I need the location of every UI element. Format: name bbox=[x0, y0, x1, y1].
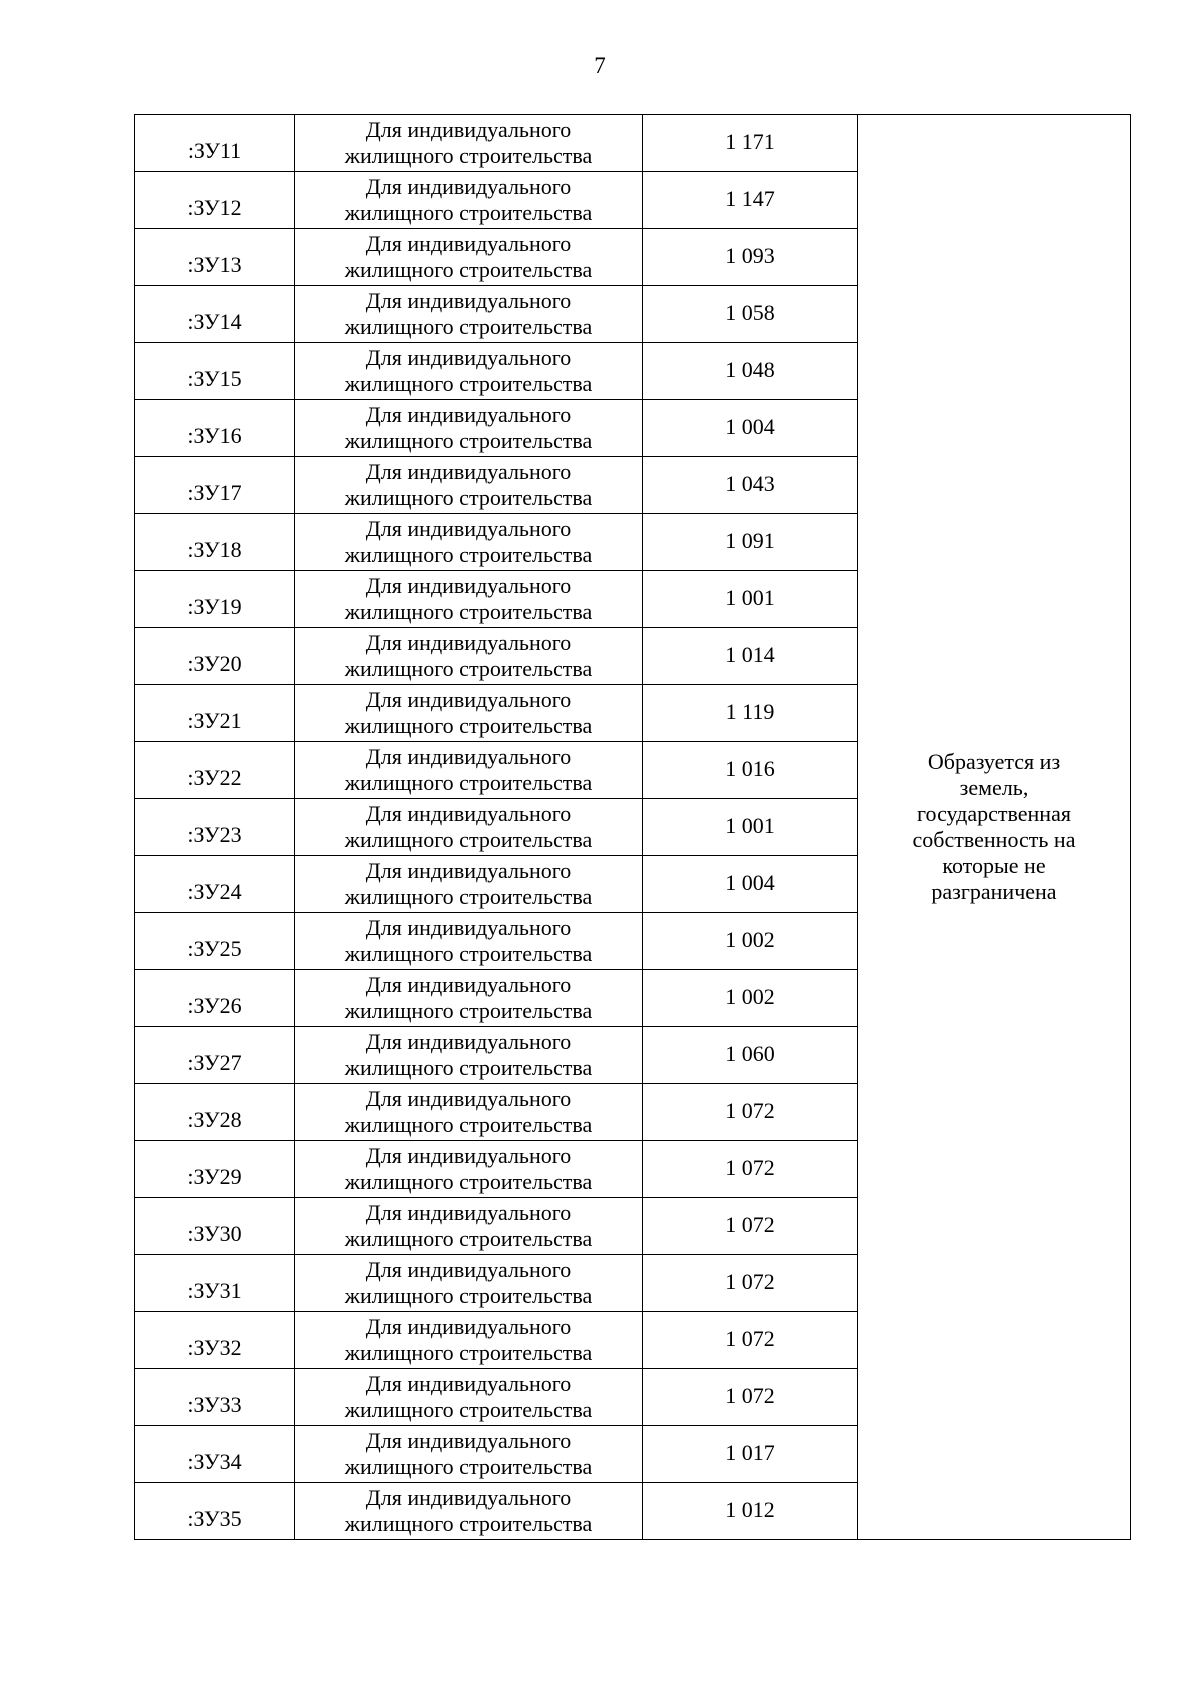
parcel-area-cell: 1 012 bbox=[643, 1483, 858, 1540]
parcel-id-cell: :ЗУ16 bbox=[135, 400, 295, 457]
parcel-id-cell: :ЗУ17 bbox=[135, 457, 295, 514]
parcel-id-cell: :ЗУ22 bbox=[135, 742, 295, 799]
parcel-purpose-line-2: жилищного строительства bbox=[344, 1454, 593, 1479]
parcel-purpose-line-1: Для индивидуального bbox=[365, 117, 572, 142]
parcel-area-cell: 1 072 bbox=[643, 1198, 858, 1255]
parcel-purpose-line-2: жилищного строительства bbox=[344, 485, 593, 510]
parcel-id-cell: :ЗУ33 bbox=[135, 1369, 295, 1426]
parcel-purpose-line-1: Для индивидуального bbox=[365, 744, 572, 769]
parcel-id-cell: :ЗУ15 bbox=[135, 343, 295, 400]
parcel-purpose-line-2: жилищного строительства bbox=[344, 1283, 593, 1308]
table-body bbox=[135, 115, 1131, 1540]
parcel-purpose-cell bbox=[295, 1141, 643, 1198]
parcel-area-cell: 1 001 bbox=[643, 571, 858, 628]
parcel-purpose-cell bbox=[295, 571, 643, 628]
parcel-purpose-line-2: жилищного строительства bbox=[344, 314, 593, 339]
parcel-area-cell: 1 048 bbox=[643, 343, 858, 400]
parcel-purpose-cell bbox=[295, 628, 643, 685]
parcel-purpose-cell bbox=[295, 115, 643, 172]
parcel-area-cell: 1 072 bbox=[643, 1084, 858, 1141]
parcel-area-cell: 1 171 bbox=[643, 115, 858, 172]
parcel-id-cell: :ЗУ14 bbox=[135, 286, 295, 343]
table-row bbox=[135, 115, 1131, 172]
parcel-purpose-line-1: Для индивидуального bbox=[365, 687, 572, 712]
parcel-purpose-line-2: жилищного строительства bbox=[344, 1397, 593, 1422]
parcel-purpose-line-2: жилищного строительства bbox=[344, 1112, 593, 1137]
parcel-purpose-line-1: Для индивидуального bbox=[365, 573, 572, 598]
parcel-purpose-line-2: жилищного строительства bbox=[344, 770, 593, 795]
parcel-purpose-line-1: Для индивидуального bbox=[365, 516, 572, 541]
parcel-purpose-line-1: Для индивидуального bbox=[365, 174, 572, 199]
parcel-purpose-cell bbox=[295, 1027, 643, 1084]
parcel-purpose-cell bbox=[295, 913, 643, 970]
parcel-area-cell: 1 016 bbox=[643, 742, 858, 799]
parcel-purpose-line-1: Для индивидуального bbox=[365, 288, 572, 313]
parcel-purpose-cell bbox=[295, 1198, 643, 1255]
page-number: 7 bbox=[594, 53, 606, 78]
parcel-purpose-line-1: Для индивидуального bbox=[365, 1428, 572, 1453]
parcel-id-cell: :ЗУ24 bbox=[135, 856, 295, 913]
parcel-area-cell: 1 002 bbox=[643, 913, 858, 970]
parcel-purpose-line-1: Для индивидуального bbox=[365, 1257, 572, 1282]
parcel-purpose-line-2: жилищного строительства bbox=[344, 428, 593, 453]
parcel-purpose-line-2: жилищного строительства bbox=[344, 257, 593, 282]
parcel-purpose-cell bbox=[295, 400, 643, 457]
parcel-id-cell: :ЗУ11 bbox=[135, 115, 295, 172]
parcel-purpose-line-1: Для индивидуального bbox=[365, 801, 572, 826]
parcel-area-cell: 1 147 bbox=[643, 172, 858, 229]
origin-note-line: государственная bbox=[917, 801, 1071, 826]
parcel-purpose-cell bbox=[295, 1255, 643, 1312]
parcel-purpose-line-2: жилищного строительства bbox=[344, 200, 593, 225]
parcel-purpose-line-2: жилищного строительства bbox=[344, 998, 593, 1023]
origin-note-line: которые не bbox=[942, 853, 1046, 878]
parcel-purpose-line-2: жилищного строительства bbox=[344, 1511, 593, 1536]
parcel-id-cell: :ЗУ34 bbox=[135, 1426, 295, 1483]
parcel-purpose-cell bbox=[295, 685, 643, 742]
parcel-purpose-line-2: жилищного строительства bbox=[344, 371, 593, 396]
parcel-area-cell: 1 043 bbox=[643, 457, 858, 514]
parcel-id-cell: :ЗУ12 bbox=[135, 172, 295, 229]
parcel-purpose-line-1: Для индивидуального bbox=[365, 915, 572, 940]
parcel-purpose-line-1: Для индивидуального bbox=[365, 630, 572, 655]
parcel-purpose-line-1: Для индивидуального bbox=[365, 402, 572, 427]
parcel-purpose-line-1: Для индивидуального bbox=[365, 1143, 572, 1168]
parcel-id-cell: :ЗУ25 bbox=[135, 913, 295, 970]
parcel-purpose-line-1: Для индивидуального bbox=[365, 858, 572, 883]
parcel-purpose-line-2: жилищного строительства bbox=[344, 827, 593, 852]
parcel-purpose-line-1: Для индивидуального bbox=[365, 1029, 572, 1054]
parcel-purpose-cell bbox=[295, 229, 643, 286]
parcel-purpose-cell bbox=[295, 1084, 643, 1141]
parcel-purpose-cell bbox=[295, 742, 643, 799]
origin-note-line: земель, bbox=[959, 775, 1029, 800]
parcel-purpose-line-2: жилищного строительства bbox=[344, 1340, 593, 1365]
parcel-area-cell: 1 072 bbox=[643, 1255, 858, 1312]
parcel-purpose-cell bbox=[295, 1369, 643, 1426]
parcel-id-cell: :ЗУ19 bbox=[135, 571, 295, 628]
parcel-purpose-cell bbox=[295, 514, 643, 571]
parcel-purpose-line-1: Для индивидуального bbox=[365, 1485, 572, 1510]
parcel-purpose-line-2: жилищного строительства bbox=[344, 599, 593, 624]
parcel-id-cell: :ЗУ26 bbox=[135, 970, 295, 1027]
parcel-purpose-cell bbox=[295, 1483, 643, 1540]
parcel-purpose-line-1: Для индивидуального bbox=[365, 1371, 572, 1396]
parcel-area-cell: 1 004 bbox=[643, 856, 858, 913]
parcel-purpose-line-2: жилищного строительства bbox=[344, 656, 593, 681]
parcel-purpose-line-2: жилищного строительства bbox=[344, 884, 593, 909]
parcel-id-cell: :ЗУ18 bbox=[135, 514, 295, 571]
parcel-purpose-cell bbox=[295, 172, 643, 229]
parcel-id-cell: :ЗУ28 bbox=[135, 1084, 295, 1141]
parcel-purpose-cell bbox=[295, 856, 643, 913]
parcel-purpose-line-2: жилищного строительства bbox=[344, 1226, 593, 1251]
parcel-purpose-line-2: жилищного строительства bbox=[344, 542, 593, 567]
parcel-purpose-line-1: Для индивидуального bbox=[365, 1200, 572, 1225]
parcel-id-cell: :ЗУ35 bbox=[135, 1483, 295, 1540]
parcel-purpose-line-2: жилищного строительства bbox=[344, 143, 593, 168]
parcel-area-cell: 1 014 bbox=[643, 628, 858, 685]
parcel-id-cell: :ЗУ30 bbox=[135, 1198, 295, 1255]
land-parcels-table bbox=[134, 114, 1131, 1540]
parcel-area-cell: 1 017 bbox=[643, 1426, 858, 1483]
parcel-id-cell: :ЗУ21 bbox=[135, 685, 295, 742]
parcel-area-cell: 1 072 bbox=[643, 1141, 858, 1198]
parcel-purpose-cell bbox=[295, 286, 643, 343]
parcel-area-cell: 1 091 bbox=[643, 514, 858, 571]
parcel-id-cell: :ЗУ27 bbox=[135, 1027, 295, 1084]
parcel-area-cell: 1 060 bbox=[643, 1027, 858, 1084]
parcel-area-cell: 1 093 bbox=[643, 229, 858, 286]
parcel-id-cell: :ЗУ29 bbox=[135, 1141, 295, 1198]
parcel-id-cell: :ЗУ13 bbox=[135, 229, 295, 286]
parcel-area-cell: 1 072 bbox=[643, 1369, 858, 1426]
parcel-purpose-line-2: жилищного строительства bbox=[344, 1169, 593, 1194]
parcel-purpose-line-1: Для индивидуального bbox=[365, 231, 572, 256]
parcel-purpose-line-1: Для индивидуального bbox=[365, 459, 572, 484]
parcel-purpose-cell bbox=[295, 1426, 643, 1483]
parcel-purpose-line-2: жилищного строительства bbox=[344, 941, 593, 966]
parcel-purpose-cell bbox=[295, 457, 643, 514]
parcel-purpose-line-1: Для индивидуального bbox=[365, 972, 572, 997]
parcel-id-cell: :ЗУ31 bbox=[135, 1255, 295, 1312]
origin-note-line: Образуется из bbox=[927, 749, 1061, 774]
parcel-purpose-line-2: жилищного строительства bbox=[344, 1055, 593, 1080]
parcel-purpose-cell bbox=[295, 343, 643, 400]
parcel-area-cell: 1 001 bbox=[643, 799, 858, 856]
parcel-purpose-line-1: Для индивидуального bbox=[365, 1086, 572, 1111]
parcel-area-cell: 1 058 bbox=[643, 286, 858, 343]
parcel-purpose-line-2: жилищного строительства bbox=[344, 713, 593, 738]
parcel-area-cell: 1 072 bbox=[643, 1312, 858, 1369]
parcel-purpose-line-1: Для индивидуального bbox=[365, 1314, 572, 1339]
parcel-id-cell: :ЗУ20 bbox=[135, 628, 295, 685]
parcel-area-cell: 1 002 bbox=[643, 970, 858, 1027]
origin-note-line: собственность на bbox=[912, 827, 1076, 852]
parcel-id-cell: :ЗУ23 bbox=[135, 799, 295, 856]
parcel-purpose-cell bbox=[295, 1312, 643, 1369]
parcel-area-cell: 1 119 bbox=[643, 685, 858, 742]
parcel-area-cell: 1 004 bbox=[643, 400, 858, 457]
parcel-purpose-line-1: Для индивидуального bbox=[365, 345, 572, 370]
parcel-purpose-cell bbox=[295, 970, 643, 1027]
parcel-purpose-cell bbox=[295, 799, 643, 856]
origin-note-cell bbox=[858, 115, 1131, 1540]
origin-note-line: разграничена bbox=[931, 879, 1057, 904]
parcel-id-cell: :ЗУ32 bbox=[135, 1312, 295, 1369]
